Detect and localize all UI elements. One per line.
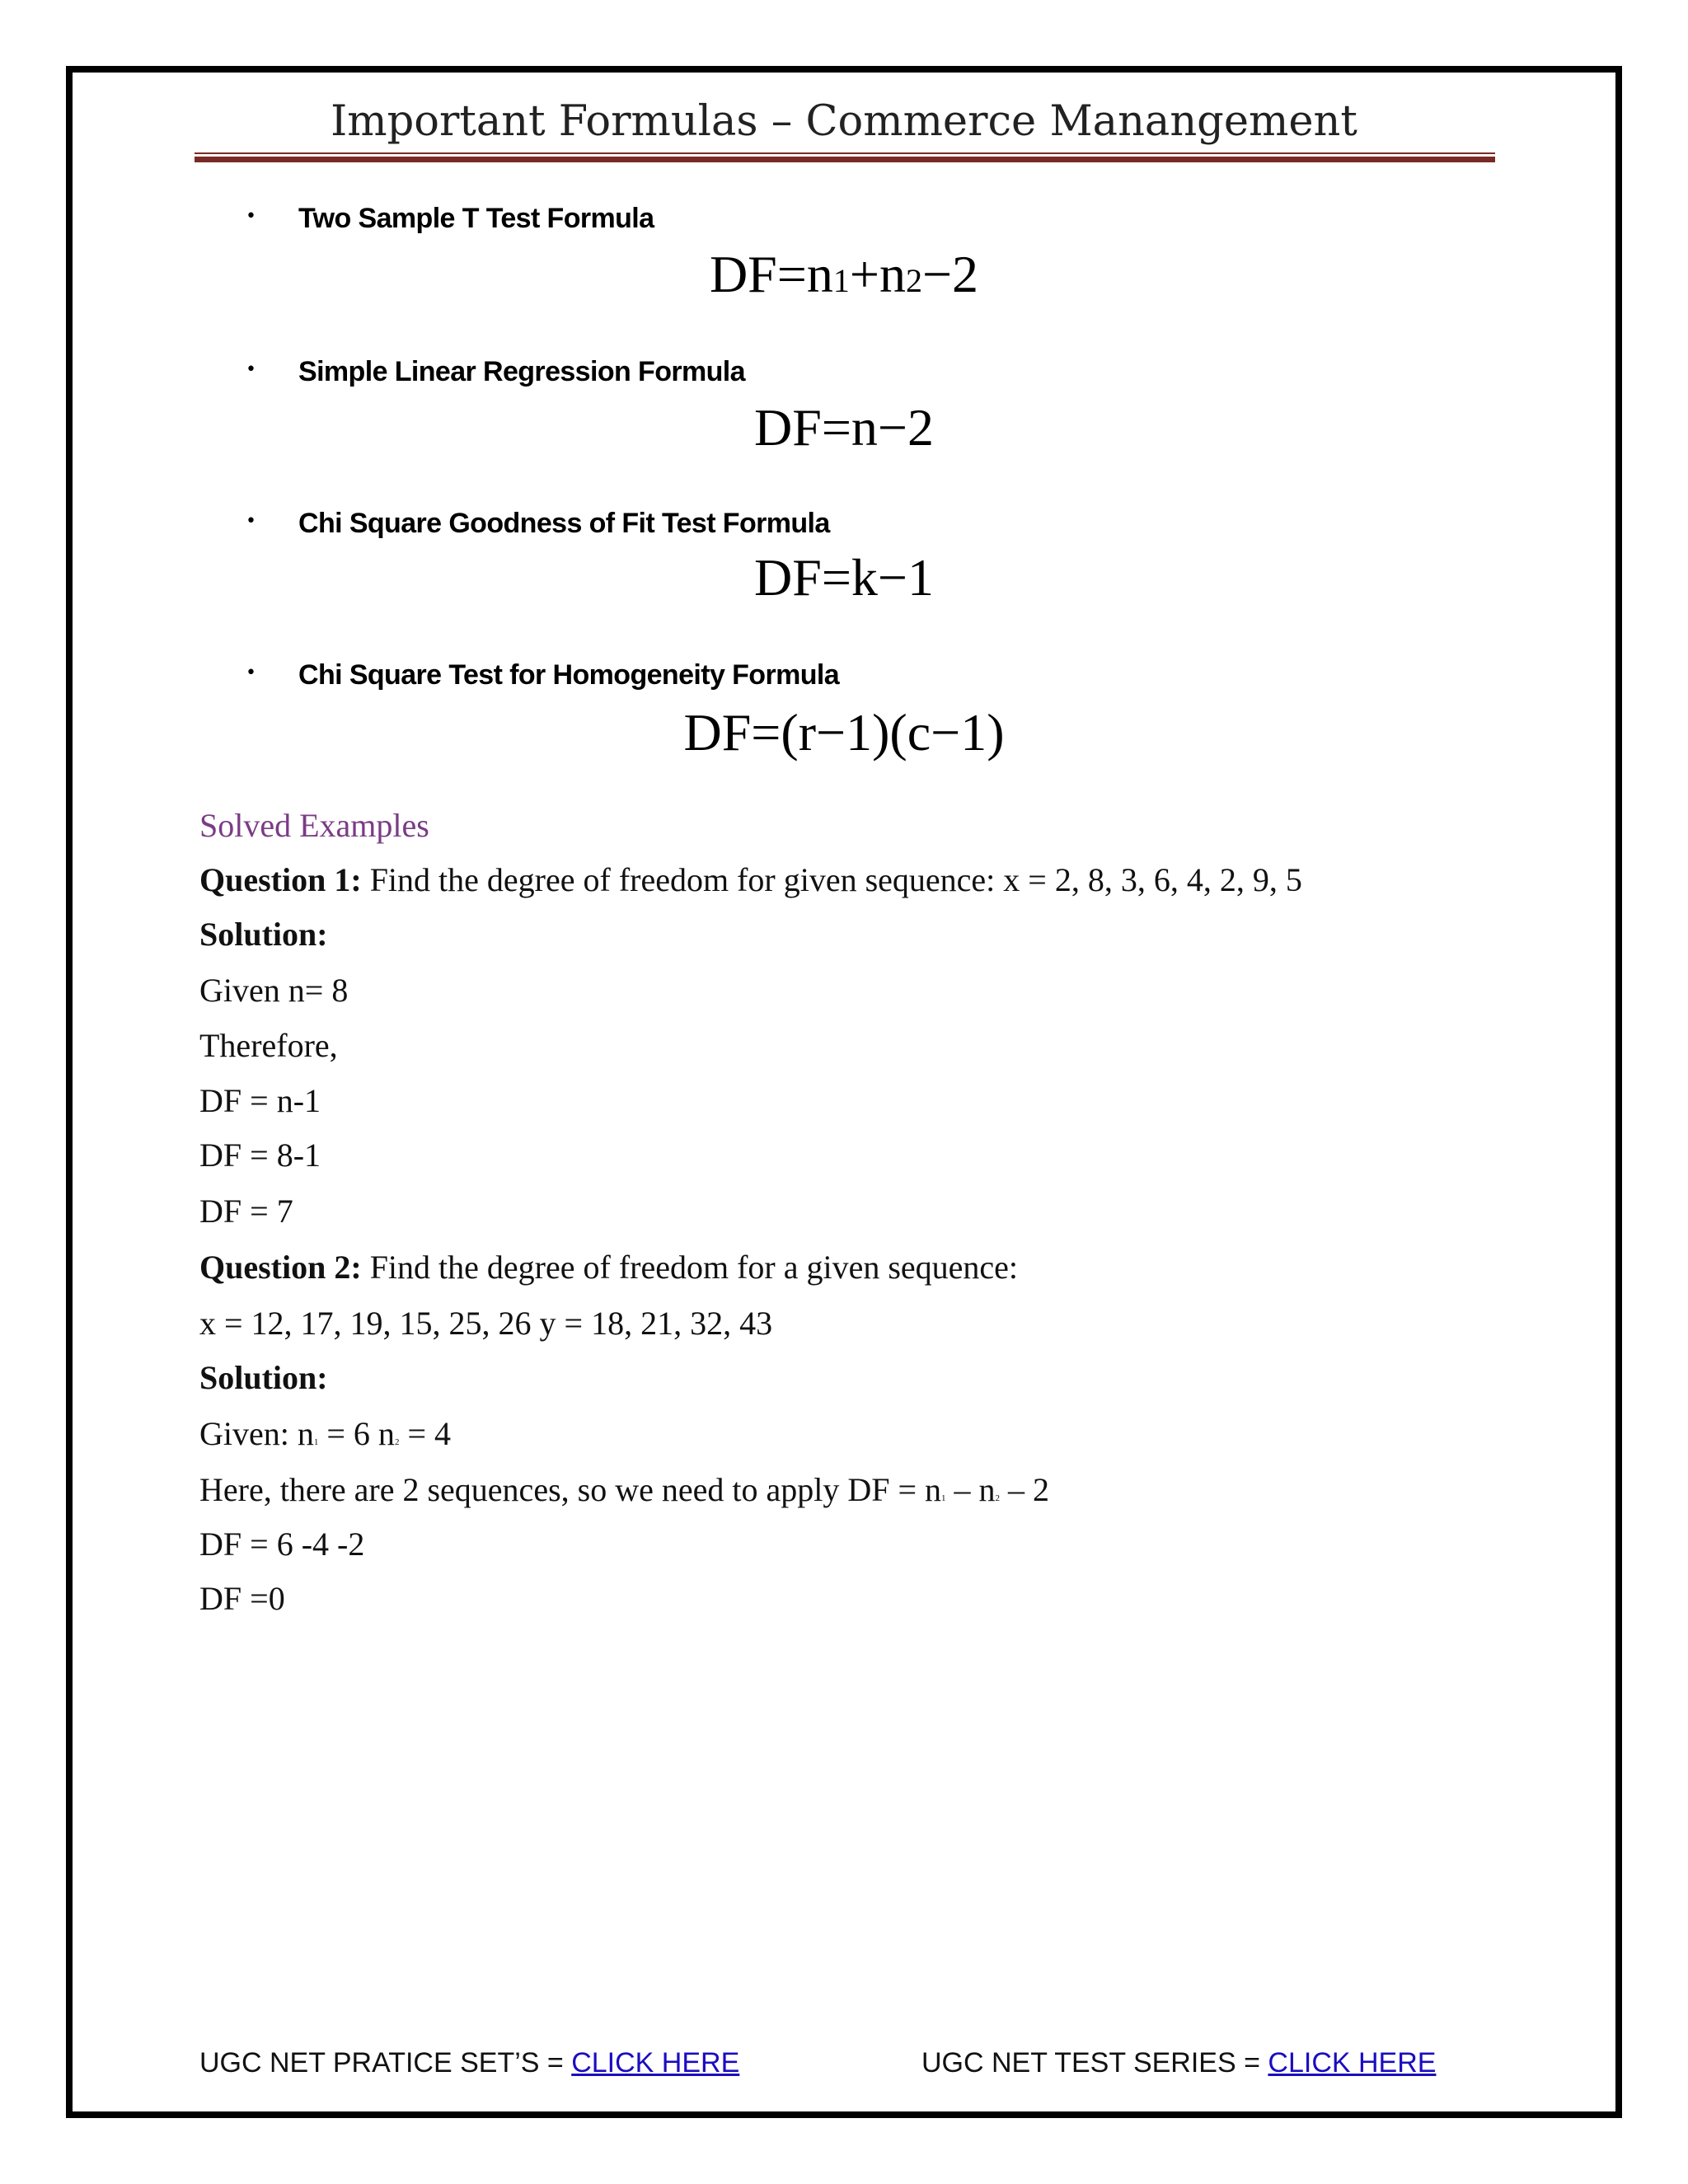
practice-sets-link[interactable]: CLICK HERE — [571, 2047, 740, 2079]
question-1: Question 1: Find the degree of freedom for given sequence: x = 2, 8, 3, 6, 4, 2, 9, 5 — [199, 861, 1302, 898]
formula-label-homogeneity: Chi Square Test for Homogeneity Formula — [298, 659, 840, 691]
bullet-icon: • — [246, 359, 256, 380]
solution-2-step: DF =0 — [199, 1580, 285, 1617]
title-divider-thick — [195, 157, 1495, 162]
solution-1-step: Given n= 8 — [199, 972, 349, 1009]
formula-linear-regression: DF=n−2 — [754, 398, 934, 457]
footer-test-series: UGC NET TEST SERIES = CLICK HERE — [921, 2047, 1437, 2079]
bullet-icon: • — [246, 663, 256, 683]
solution-1-step: DF = 7 — [199, 1193, 293, 1230]
solution-2-step: DF = 6 -4 -2 — [199, 1526, 365, 1563]
formula-label-linear-regression: Simple Linear Regression Formula — [298, 356, 745, 387]
solution-2-label: Solution: — [199, 1359, 328, 1396]
question-2: Question 2: Find the degree of freedom for a given sequence: — [199, 1249, 1019, 1286]
question-2-data: x = 12, 17, 19, 15, 25, 26 y = 18, 21, 32, 43 — [199, 1305, 773, 1342]
page-title: Important Formulas – Commerce Manangement — [331, 97, 1357, 146]
formula-label-two-sample-t: Two Sample T Test Formula — [298, 203, 654, 234]
formula-goodness-of-fit: DF=k−1 — [754, 548, 934, 607]
title-divider-thin — [195, 152, 1495, 154]
formula-homogeneity: DF=(r−1)(c−1) — [683, 703, 1005, 762]
solution-1-label: Solution: — [199, 916, 328, 953]
formula-label-goodness-of-fit: Chi Square Goodness of Fit Test Formula — [298, 508, 830, 539]
solution-1-step: DF = 8-1 — [199, 1137, 321, 1174]
bullet-icon: • — [246, 206, 256, 227]
solution-2-given: Given: n1 = 6 n2 = 4 — [199, 1415, 451, 1452]
test-series-link[interactable]: CLICK HERE — [1268, 2047, 1437, 2079]
solution-1-step: DF = n-1 — [199, 1082, 321, 1119]
bullet-icon: • — [246, 511, 256, 532]
footer-practice-sets: UGC NET PRATICE SET’S = CLICK HERE — [199, 2047, 740, 2079]
formula-two-sample-t: DF=n1+n2−2 — [709, 245, 979, 303]
solution-2-explanation: Here, there are 2 sequences, so we need to apply DF = n1 – n2 – 2 — [199, 1471, 1050, 1508]
section-heading-solved-examples: Solved Examples — [199, 807, 429, 844]
solution-1-step: Therefore, — [199, 1027, 338, 1064]
